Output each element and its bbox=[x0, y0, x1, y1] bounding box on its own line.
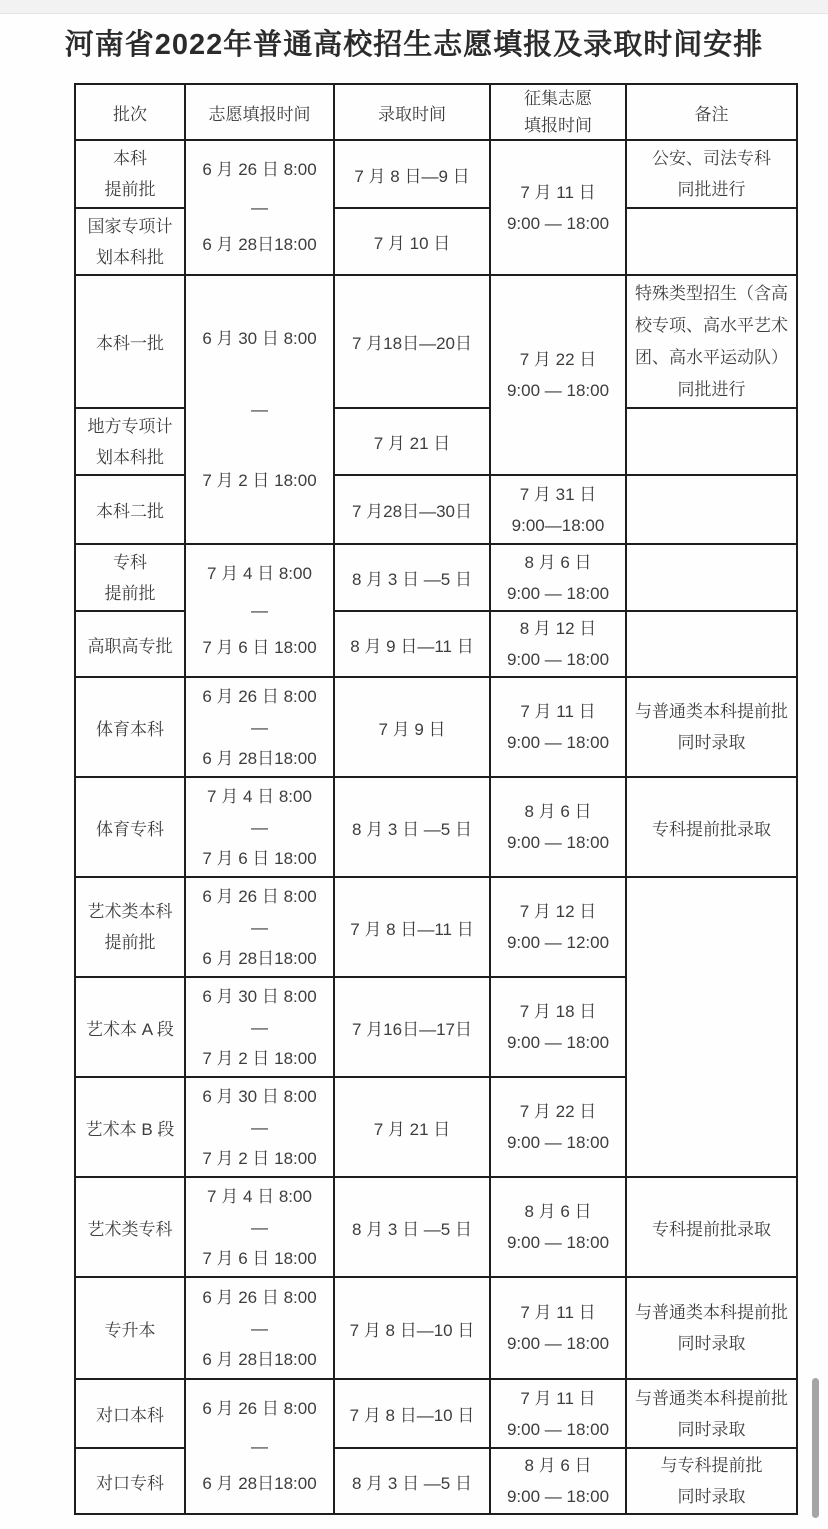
table-row bbox=[75, 1177, 797, 1277]
admission-time-cell: 8 月 9 日—11 日 bbox=[334, 611, 490, 677]
remark-cell: 专科提前批录取 bbox=[626, 1177, 797, 1277]
collection-time-cell: 8 月 6 日 9:00 — 18:00 bbox=[490, 1448, 626, 1514]
fill-time-cell: 6 月 26 日 8:00 — 6 月 28日18:00 bbox=[185, 877, 334, 977]
admission-time-cell: 7 月 21 日 bbox=[334, 408, 490, 475]
remark-cell: 与普通类本科提前批 同时录取 bbox=[626, 1277, 797, 1379]
remark-cell bbox=[626, 877, 797, 1177]
collection-time-cell: 7 月 11 日 9:00 — 18:00 bbox=[490, 1277, 626, 1379]
remark-cell bbox=[626, 475, 797, 544]
fill-time-cell: 6 月 30 日 8:00 — 7 月 2 日 18:00 bbox=[185, 275, 334, 544]
remark-cell: 专科提前批录取 bbox=[626, 777, 797, 877]
batch-cell: 对口专科 bbox=[75, 1448, 185, 1514]
collection-time-cell: 7 月 11 日 9:00 — 18:00 bbox=[490, 1379, 626, 1448]
admission-time-cell: 7 月16日—17日 bbox=[334, 977, 490, 1077]
fill-time-cell: 6 月 30 日 8:00 — 7 月 2 日 18:00 bbox=[185, 977, 334, 1077]
col-header-fill-time: 志愿填报时间 bbox=[185, 84, 334, 140]
col-header-collection-time bbox=[490, 84, 626, 140]
admission-time-cell: 8 月 3 日 —5 日 bbox=[334, 544, 490, 611]
remark-cell bbox=[626, 408, 797, 475]
batch-cell: 艺术本 B 段 bbox=[75, 1077, 185, 1177]
fill-time-cell: 7 月 4 日 8:00 — 7 月 6 日 18:00 bbox=[185, 1177, 334, 1277]
collection-time-cell: 8 月 6 日 9:00 — 18:00 bbox=[490, 1177, 626, 1277]
col-header-batch: 批次 bbox=[75, 84, 185, 140]
admission-time-cell: 8 月 3 日 —5 日 bbox=[334, 1448, 490, 1514]
header-line: 征集志愿 bbox=[524, 89, 592, 108]
table-row bbox=[75, 611, 797, 677]
collection-time-cell: 8 月 6 日 9:00 — 18:00 bbox=[490, 777, 626, 877]
remark-cell: 特殊类型招生（含高 校专项、高水平艺术 团、高水平运动队） 同批进行 bbox=[626, 275, 797, 408]
admission-time-cell: 7 月 9 日 bbox=[334, 677, 490, 777]
admission-time-cell: 8 月 3 日 —5 日 bbox=[334, 777, 490, 877]
fill-time-cell: 7 月 4 日 8:00 — 7 月 6 日 18:00 bbox=[185, 777, 334, 877]
collection-time-cell: 7 月 11 日 9:00 — 18:00 bbox=[490, 140, 626, 275]
fill-time-cell: 6 月 26 日 8:00 — 6 月 28日18:00 bbox=[185, 140, 334, 275]
header-row bbox=[75, 84, 797, 140]
table-row bbox=[75, 1277, 797, 1379]
batch-cell: 体育专科 bbox=[75, 777, 185, 877]
fill-time-cell: 6 月 26 日 8:00 — 6 月 28日18:00 bbox=[185, 1379, 334, 1514]
collection-time-cell: 7 月 11 日 9:00 — 18:00 bbox=[490, 677, 626, 777]
batch-cell: 艺术本 A 段 bbox=[75, 977, 185, 1077]
remark-cell: 公安、司法专科 同批进行 bbox=[626, 140, 797, 208]
table-row bbox=[75, 208, 797, 275]
table-row bbox=[75, 1448, 797, 1514]
batch-cell: 艺术类本科 提前批 bbox=[75, 877, 185, 977]
admission-time-cell: 7 月 8 日—9 日 bbox=[334, 140, 490, 208]
batch-cell: 高职高专批 bbox=[75, 611, 185, 677]
collection-time-cell: 7 月 22 日 9:00 — 18:00 bbox=[490, 275, 626, 475]
batch-cell: 本科 提前批 bbox=[75, 140, 185, 208]
admission-time-cell: 7 月 8 日—10 日 bbox=[334, 1379, 490, 1448]
batch-cell: 本科二批 bbox=[75, 475, 185, 544]
batch-cell: 地方专项计 划本科批 bbox=[75, 408, 185, 475]
table-row bbox=[75, 877, 797, 977]
table-row bbox=[75, 677, 797, 777]
collection-time-cell: 7 月 22 日 9:00 — 18:00 bbox=[490, 1077, 626, 1177]
fill-time-cell: 6 月 26 日 8:00 — 6 月 28日18:00 bbox=[185, 677, 334, 777]
remark-cell bbox=[626, 208, 797, 275]
top-strip bbox=[0, 0, 828, 14]
schedule-table bbox=[74, 83, 798, 1515]
fill-time-cell: 7 月 4 日 8:00 — 7 月 6 日 18:00 bbox=[185, 544, 334, 677]
remark-cell: 与普通类本科提前批 同时录取 bbox=[626, 1379, 797, 1448]
table-row bbox=[75, 408, 797, 475]
collection-time-cell: 7 月 12 日 9:00 — 12:00 bbox=[490, 877, 626, 977]
table-row bbox=[75, 544, 797, 611]
admission-time-cell: 7 月 10 日 bbox=[334, 208, 490, 275]
table-row bbox=[75, 475, 797, 544]
table-row bbox=[75, 777, 797, 877]
collection-time-cell: 8 月 6 日 9:00 — 18:00 bbox=[490, 544, 626, 611]
remark-cell bbox=[626, 611, 797, 677]
table-row bbox=[75, 275, 797, 408]
collection-time-cell: 8 月 12 日 9:00 — 18:00 bbox=[490, 611, 626, 677]
batch-cell: 对口本科 bbox=[75, 1379, 185, 1448]
page-title: 河南省2022年普通高校招生志愿填报及录取时间安排 bbox=[64, 29, 764, 61]
col-header-remark: 备注 bbox=[626, 84, 797, 140]
batch-cell: 专升本 bbox=[75, 1277, 185, 1379]
remark-cell: 与普通类本科提前批 同时录取 bbox=[626, 677, 797, 777]
scrollbar-thumb[interactable] bbox=[812, 1378, 819, 1518]
admission-time-cell: 7 月 8 日—11 日 bbox=[334, 877, 490, 977]
batch-cell: 艺术类专科 bbox=[75, 1177, 185, 1277]
admission-time-cell: 7 月 21 日 bbox=[334, 1077, 490, 1177]
collection-time-cell: 7 月 18 日 9:00 — 18:00 bbox=[490, 977, 626, 1077]
remark-cell: 与专科提前批 同时录取 bbox=[626, 1448, 797, 1514]
admission-time-cell: 7 月18日—20日 bbox=[334, 275, 490, 408]
admission-time-cell: 8 月 3 日 —5 日 bbox=[334, 1177, 490, 1277]
collection-time-cell: 7 月 31 日 9:00—18:00 bbox=[490, 475, 626, 544]
remark-cell bbox=[626, 544, 797, 611]
table-row bbox=[75, 1379, 797, 1448]
fill-time-cell: 6 月 26 日 8:00 — 6 月 28日18:00 bbox=[185, 1277, 334, 1379]
batch-cell: 专科 提前批 bbox=[75, 544, 185, 611]
batch-cell: 体育本科 bbox=[75, 677, 185, 777]
batch-cell: 本科一批 bbox=[75, 275, 185, 408]
fill-time-cell: 6 月 30 日 8:00 — 7 月 2 日 18:00 bbox=[185, 1077, 334, 1177]
admission-time-cell: 7 月28日—30日 bbox=[334, 475, 490, 544]
table-row bbox=[75, 140, 797, 208]
header-line: 填报时间 bbox=[524, 116, 592, 135]
batch-cell: 国家专项计 划本科批 bbox=[75, 208, 185, 275]
admission-time-cell: 7 月 8 日—10 日 bbox=[334, 1277, 490, 1379]
col-header-admission-time: 录取时间 bbox=[334, 84, 490, 140]
